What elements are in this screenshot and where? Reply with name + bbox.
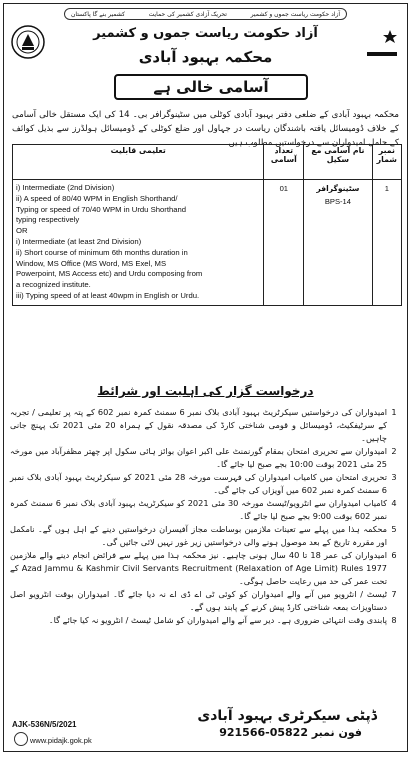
condition-text: کامیاب امیدواران سے انٹرویو/ٹیسٹ مورخہ 30 مئی 2021 کو سیکرٹریٹ بہبود آبادی بلاک نمبر 6 سمنٹ کمرہ نمبر 602 بوقت 9:00 بجے صبح لیا جائے گا۔	[10, 498, 387, 521]
qualification-line: Typing or speed of 70/40 WPM in Urdu Shorthand	[16, 204, 187, 214]
condition-text: محکمہ ہذا میں پہلے سے تعینات ملازمین بوساطت مجاز آفیسران درخواستیں دینے کے اہل ہوں گے۔ نامکمل اور مقررہ تاریخ کے بعد موصول ہونے والی درخواستیں زیر غور نہیں لائی جائیں گی۔	[10, 524, 387, 547]
signature-phone: فون نمبر 05822-921566	[219, 726, 362, 739]
website-link[interactable]: www.pidajk.gok.pk	[30, 736, 92, 745]
qualification-line: i) Intermediate (2nd Division)	[16, 183, 115, 192]
condition-text: امیدواران کی درخواستیں سیکرٹریٹ بہبود آبادی بلاک نمبر 6 سمنٹ کمرہ نمبر 602 کے پتہ پر تعلیمی / تجربہ کے سرٹیفکیٹ، ڈومیسائل و قومی شناختی کارڈ کی مصدقہ نقول کے ہمراہ 20 مئی 2021 تک پہنچ جانی چاہیں۔	[10, 407, 387, 443]
government-name: آزاد حکومت ریاست جموں و کشمیر	[93, 26, 318, 41]
condition-number: 2	[391, 446, 397, 456]
publisher-logo-icon	[14, 732, 28, 746]
header-serial: نمبر شمار	[372, 145, 401, 180]
condition-item	[10, 614, 401, 627]
qualification-cell	[13, 180, 264, 306]
qualification-line: ii) Short course of minimum 6th months duration in	[16, 247, 188, 257]
post-cell	[304, 180, 372, 306]
qualification-line: i) Intermediate (at least 2nd Division)	[16, 236, 142, 246]
condition-item	[10, 471, 401, 497]
condition-number: 3	[391, 472, 397, 482]
post-name: سٹینوگرافر	[316, 184, 360, 193]
condition-text: ٹیسٹ / انٹرویو میں آنے والے امیدواران کو کوئی ٹی اے ڈی اے نہ دیا جائے گا۔ امیدواران بوقت انٹرویو اصل دستاویزات بمعہ شناختی کارڈ پیش کرنے کے پابند ہوں گے۔	[10, 589, 387, 612]
post-scale: BPS-14	[324, 197, 351, 206]
conditions-list	[10, 406, 401, 627]
slogan-1: آزاد حکومت ریاست جموں و کشمیر	[250, 10, 340, 18]
qualification-line: a recognized institute.	[16, 280, 91, 290]
qualification-line: OR	[16, 226, 28, 236]
condition-number: 7	[391, 589, 397, 599]
advertisement-page	[3, 3, 408, 752]
qualification-line: typing respectively	[16, 215, 80, 225]
table-header-row	[13, 145, 402, 180]
condition-item	[10, 523, 401, 549]
condition-text: امیدواران سے تحریری امتحان بمقام گورنمنٹ علی اکبر اعوان بوائز ہائی سکول اپر چھتر مظفرآباد میں مورخہ 25 مئی 2021 بوقت 10:00 بجے صبح لیا جائے گا۔	[10, 446, 387, 469]
slogan-3: کشمیر بنے گا پاکستان	[71, 10, 125, 18]
intro-paragraph: محکمہ بہبود آبادی کے ضلعی دفتر بہبود آبادی کوٹلی میں سٹینوگرافر بی۔ 14 کی ایک مستقل خالی آسامی کے خلاف ڈومیسائل یافتہ باشندگان ریاست در جہاول اور ضلع کوٹلی کے ڈومیسائل ہولڈرز سے بذیل کوائف کے حامل امیدواران سے درخواستیں مطلوب ہیں۔	[12, 110, 399, 148]
vacancy-table	[12, 144, 402, 306]
department-name: محکمہ بہبود آبادی	[138, 48, 273, 66]
condition-number: 6	[391, 550, 397, 560]
top-slogan-bar	[64, 8, 347, 20]
condition-number: 8	[391, 615, 397, 625]
condition-number: 1	[391, 407, 397, 417]
condition-text: پابندی وقت انتہائی ضروری ہے۔ دیر سے آنے والے امیدواران کو شامل ٹیسٹ / انٹرویو نہ کیا جائے گا۔	[48, 615, 387, 625]
condition-item	[10, 497, 401, 523]
qualification-line: ii) A speed of 80/40 WPM in English Shorthand/	[16, 193, 178, 203]
condition-text: تحریری امتحان میں کامیاب امیدواران کی فہرست مورخہ 28 مئی 2021 کو سیکرٹریٹ بہبود آبادی بلاک نمبر 6 سمنٹ کمرہ نمبر 602 میں آویزاں کی جائے گی۔	[10, 472, 387, 495]
condition-number: 5	[391, 524, 397, 534]
slogan-2: تحریک آزادی کشمیر کی حمایت	[148, 10, 227, 18]
condition-item	[10, 588, 401, 614]
signature-title: ڈپٹی سیکرٹری بہبود آبادی	[197, 708, 377, 724]
qualification-line: Powerpoint, MS Access etc) and Urdu composing from	[16, 269, 203, 279]
qualification-line: Window, MS Office (MS Word, MS Exel, MS	[16, 258, 167, 268]
condition-text: امیدواران کی عمر 18 تا 40 سال ہونی چاہیے۔ نیز محکمہ ہذا میں پہلے سے فرائض انجام دینے والے ملازمین Azad Jammu & Kashmir Civil Servants Recruitment (Relaxation of Age Limit) Rules 1977 کے تحت عمر کی حد میں رعایت حاصل ہوگی۔	[10, 550, 387, 586]
condition-item	[10, 549, 401, 588]
condition-item	[10, 406, 401, 445]
conditions-title: درخواست گزار کی اہلیت اور شرائط	[97, 384, 314, 398]
condition-number: 4	[391, 498, 397, 508]
condition-item	[10, 445, 401, 471]
reference-number: AJK-536N/5/2021	[12, 720, 77, 729]
table-row	[13, 180, 402, 306]
vacancy-title: آسامی خالی ہے	[114, 74, 308, 100]
header-post: نام آسامی مع سکیل	[304, 145, 372, 180]
header-count: تعداد آسامی	[264, 145, 304, 180]
header-qualification: تعلیمی قابلیت	[13, 145, 264, 180]
post-count: 01	[264, 180, 304, 306]
qualification-line: iii) Typing speed of at least 40wpm in English or Urdu.	[16, 290, 200, 300]
serial-number: 1	[372, 180, 401, 306]
